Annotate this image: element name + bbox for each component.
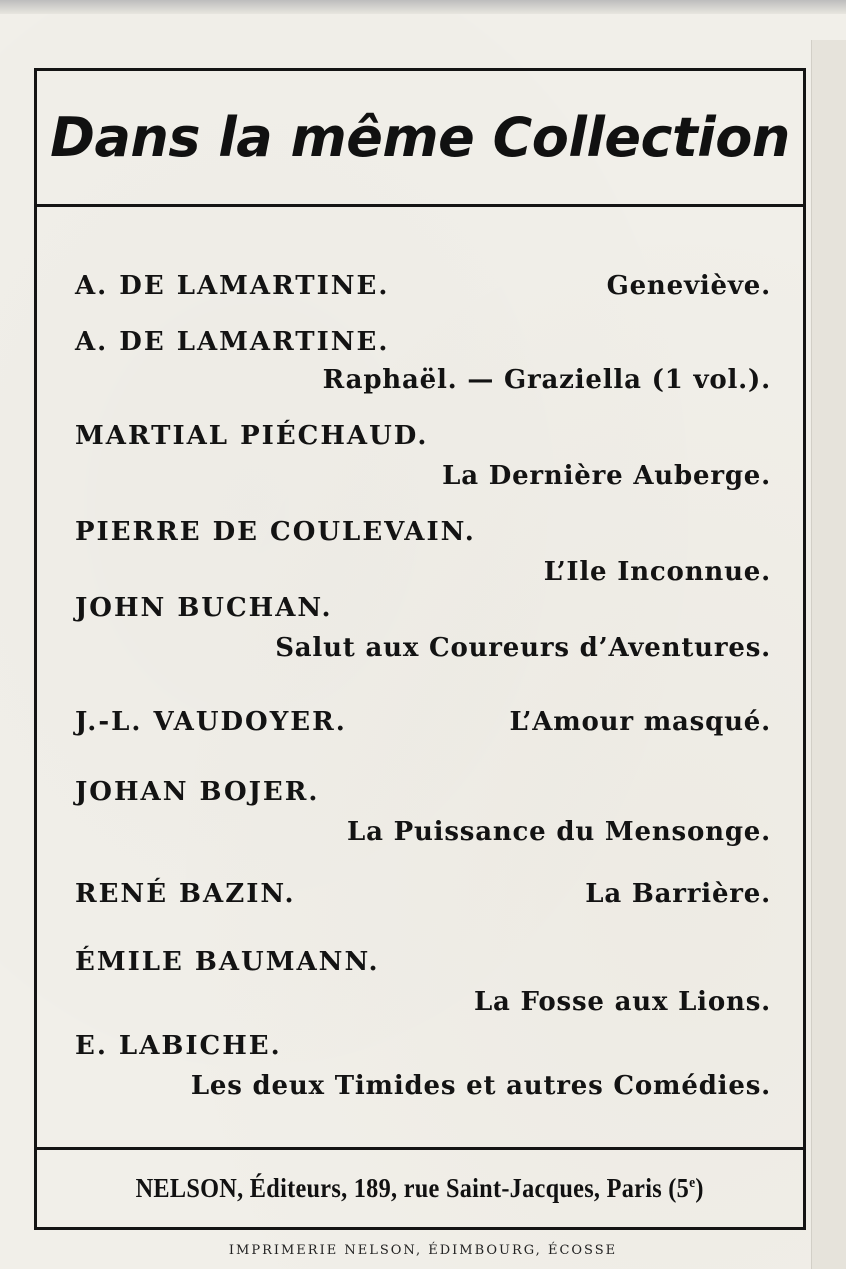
arrondissement-superscript: e: [689, 1175, 696, 1191]
publisher-address-closing: ): [695, 1173, 705, 1203]
entry-author: MARTIAL PIÉCHAUD.: [75, 421, 429, 451]
printer-imprint: IMPRIMERIE NELSON, ÉDIMBOURG, ÉCOSSE: [228, 1243, 618, 1258]
entry-author: A. DE LAMARTINE.: [75, 327, 390, 357]
entry-author: J.-L. VAUDOYER.: [75, 707, 347, 737]
collection-frame: [34, 68, 806, 1230]
scan-edge: [0, 0, 846, 14]
entry-work: La Fosse aux Lions.: [473, 987, 771, 1017]
entry-author: JOHAN BOJER.: [75, 777, 320, 807]
collection-title: Dans la même Collection: [50, 106, 790, 169]
entry-work: Salut aux Coureurs d’Aventures.: [275, 633, 771, 663]
entry-author: PIERRE DE COULEVAIN.: [75, 517, 476, 547]
entry-author: A. DE LAMARTINE.: [75, 271, 390, 301]
entry-work: Les deux Timides et autres Comédies.: [190, 1071, 771, 1101]
entry-work: L’Amour masqué.: [509, 707, 771, 737]
entry-author: ÉMILE BAUMANN.: [75, 947, 380, 977]
entry-work: La Puissance du Mensonge.: [347, 817, 771, 847]
book-list: [37, 71, 803, 1227]
publisher-address-text: NELSON, Éditeurs, 189, rue Saint-Jacques, Paris (5: [135, 1173, 690, 1203]
publisher-address: [136, 1173, 704, 1204]
entry-author: E. LABICHE.: [75, 1031, 282, 1061]
entry-author: RENÉ BAZIN.: [75, 879, 296, 909]
entry-work: La Dernière Auberge.: [442, 461, 771, 491]
entry-work: Geneviève.: [606, 271, 771, 301]
entry-work: L’Ile Inconnue.: [543, 557, 771, 587]
entry-work: La Barrière.: [585, 879, 771, 909]
publisher-footer: [37, 1147, 803, 1227]
entry-author: JOHN BUCHAN.: [75, 593, 333, 623]
entry-work: Raphaël. — Graziella (1 vol.).: [322, 365, 771, 395]
torn-paper-edge: [811, 40, 846, 1269]
